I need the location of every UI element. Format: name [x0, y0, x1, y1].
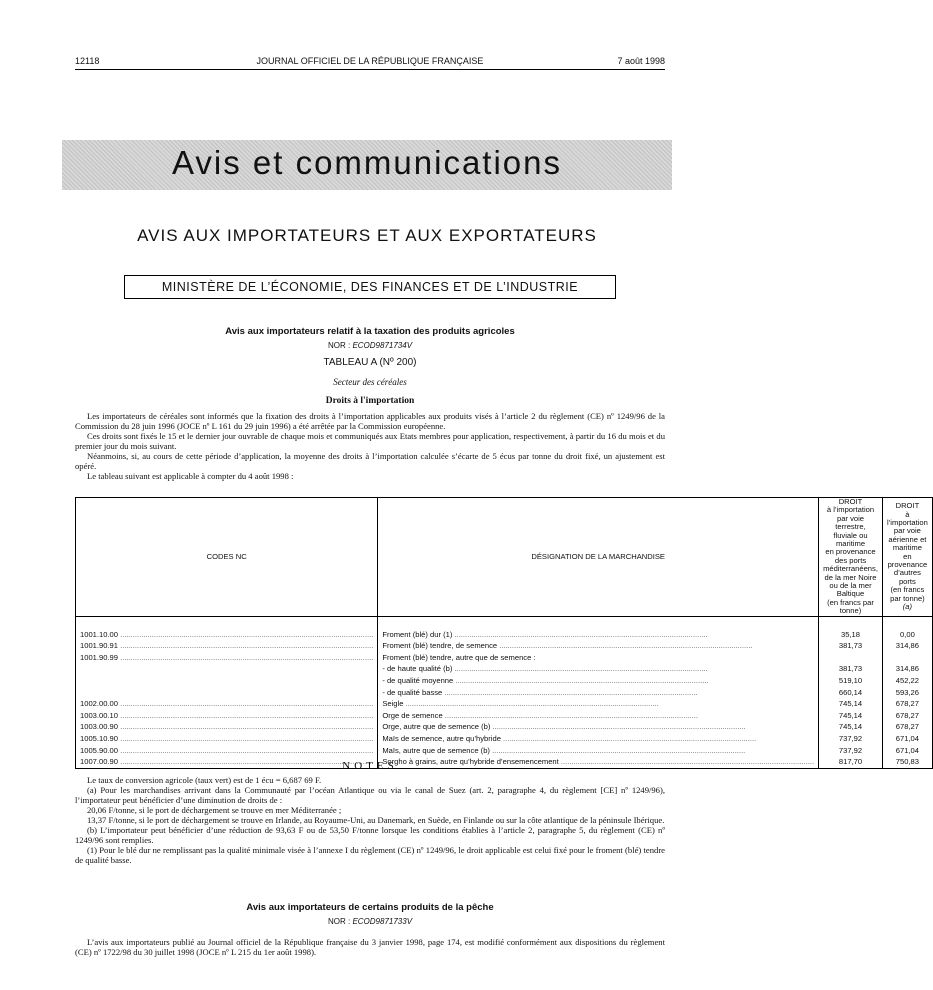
cell-droit-1-text: 745,14 — [838, 699, 863, 709]
header-line: DROIT — [838, 497, 863, 506]
cell-droit-2 — [882, 698, 932, 710]
cell-designation-text: Froment (blé) tendre, de semence — [382, 641, 498, 651]
cell-droit-1-text: 35,18 — [840, 629, 860, 639]
cell-code — [76, 745, 378, 757]
cell-code-text: 1001.10.00 — [80, 629, 119, 639]
cell-droit-1-text: 381,73 — [838, 664, 863, 674]
cell-designation-text: - de qualité basse — [382, 687, 443, 697]
header-line: en provenance des ports — [825, 547, 876, 565]
leader-dots: ........................................................................................................................ — [118, 722, 374, 732]
table-row — [76, 640, 933, 652]
cell-droit-2-text: 750,83 — [895, 757, 920, 767]
cell-droit-2 — [882, 756, 932, 768]
cell-designation — [378, 710, 819, 722]
cell-designation-text: Maïs, autre que de semence (b) — [382, 745, 490, 755]
cell-designation — [378, 629, 819, 641]
header-line: ou de la mer Baltique — [829, 581, 872, 599]
cell-code-text: 1005.90.00 — [80, 745, 119, 755]
cell-droit-2-text: 593,26 — [895, 687, 920, 697]
avis1-title: Avis aux importateurs relatif à la taxation des produits agricoles — [225, 326, 515, 337]
note-paragraph: (b) L’importateur peut bénéficier d’une réduction de 93,63 F ou de 53,50 F/tonne lorsque les conditions établies à l’article 2, paragraphe 5, du règlement (CE) nº 1249/96 sont remplies. — [75, 825, 665, 845]
notes-body — [75, 775, 665, 865]
cell-droit-2-text: 314,86 — [895, 664, 920, 674]
cell-droit-2-text: 0,00 — [900, 629, 915, 639]
leader-dots: ........................................................................................................................ — [118, 745, 374, 755]
cell-code — [76, 698, 378, 710]
header-line: de la mer Noire — [824, 572, 877, 582]
leader-dots: ........................................................................................................................ — [118, 652, 374, 662]
cell-designation — [378, 733, 819, 745]
cell-droit-1-text: 745,14 — [838, 710, 863, 720]
cell-code-text: 1003.00.90 — [80, 722, 119, 732]
issue-date: 7 août 1998 — [617, 56, 665, 66]
avis1-paragraph: Néanmoins, si, au cours de cette période d’application, la moyenne des droits à l’importation calculée s’écarte de 5 écus par tonne du droit fixé, un ajustement est opéré. — [75, 451, 665, 471]
tableau-title: TABLEAU A (Nº 200) — [323, 357, 417, 368]
cell-droit-2-text: 678,27 — [895, 710, 920, 720]
cell-droit-1 — [819, 675, 883, 687]
avis1-paragraph: Le tableau suivant est applicable à compter du 4 août 1998 : — [87, 471, 294, 481]
cell-droit-2 — [882, 745, 932, 757]
cell-droit-2 — [882, 629, 932, 641]
cell-code-text: 1005.10.90 — [80, 734, 119, 744]
avis2-nor — [75, 917, 665, 926]
cell-droit-1 — [819, 745, 883, 757]
note-paragraph: 13,37 F/tonne, si le port de déchargement se trouve en Irlande, au Royaume-Uni, au Danemark, en Suède, en Finlande ou sur la côte atlantique de la péninsule Ibérique. — [87, 815, 665, 825]
cell-designation — [378, 745, 819, 757]
header-line: aérienne et maritime — [888, 534, 927, 553]
note-paragraph: (a) Pour les marchandises arrivant dans la Communauté par l’océan Atlantique ou via le canal de Suez (art. 2, paragraphe 4, du règlement [CE] nº 1249/96), l’importateur peut bénéficier d’une diminution de droits de : — [75, 785, 665, 805]
cell-code — [76, 721, 378, 733]
table-row — [76, 721, 933, 733]
note-paragraph: (1) Pour le blé dur ne remplissant pas la qualité minimale visée à l’annexe I du règlement (CE) nº 1249/96, le droit applicable est celui fixé pour le froment (blé) tendre de qualité basse. — [75, 845, 665, 865]
cell-droit-2-text: 671,04 — [895, 745, 920, 755]
journal-title: JOURNAL OFFICIEL DE LA RÉPUBLIQUE FRANÇAISE — [256, 56, 484, 66]
table-row — [76, 629, 933, 641]
cell-designation-text: Seigle — [382, 699, 404, 709]
cell-droit-2-text: 678,27 — [895, 699, 920, 709]
page-number: 12118 — [75, 56, 100, 66]
leader-dots: ........................................................................................................................ — [442, 710, 698, 720]
tariff-table — [75, 497, 933, 769]
cell-code — [76, 710, 378, 722]
cell-designation — [378, 675, 819, 687]
note-paragraph: 20,06 F/tonne, si le port de déchargement se trouve en mer Méditerranée ; — [87, 805, 342, 815]
cell-droit-2-text: 314,86 — [895, 641, 920, 651]
avis1-nor — [75, 341, 665, 350]
header-designation: DÉSIGNATION DE LA MARCHANDISE — [378, 498, 819, 617]
cell-designation-text: - de qualité moyenne — [382, 676, 454, 686]
avis2-title: Avis aux importateurs de certains produits de la pêche — [246, 902, 494, 913]
cell-droit-1 — [819, 629, 883, 641]
avis1-body — [75, 411, 665, 481]
header-line: (en francs par tonne) — [827, 597, 874, 616]
avis2-body — [75, 937, 665, 957]
cell-code — [76, 687, 378, 699]
cell-code — [76, 675, 378, 687]
cell-code-text: 1002.00.00 — [80, 699, 119, 709]
cell-droit-1-text: 817,70 — [838, 757, 863, 767]
cell-droit-1 — [819, 721, 883, 733]
cell-designation-text: Orge, autre que de semence (b) — [382, 722, 491, 732]
leader-dots: ........................................................................................................................ — [489, 745, 746, 755]
header-codes-nc: CODES NC — [76, 498, 378, 617]
cell-designation — [378, 698, 819, 710]
banner-title: Avis et communications — [171, 144, 563, 181]
cell-droit-2 — [882, 687, 932, 699]
cell-code-text: 1001.90.99 — [80, 652, 119, 662]
secteur-heading: Secteur des céréales — [333, 377, 407, 387]
cell-designation-text: Orge de semence — [382, 710, 443, 720]
droits-heading: Droits à l'importation — [325, 396, 415, 406]
avis2-nor-code: ECOD9871733V — [352, 917, 413, 926]
cell-code-text: 1007.00.90 — [80, 757, 119, 767]
header-line: à l’importation par voie — [826, 505, 875, 523]
cell-code — [76, 733, 378, 745]
leader-dots: ........................................................................................................................ — [118, 699, 374, 709]
banner — [62, 140, 672, 190]
cell-droit-2 — [882, 640, 932, 652]
cell-droit-1 — [819, 663, 883, 675]
cell-droit-2 — [882, 721, 932, 733]
leader-dots: ........................................................................................................................ — [118, 757, 374, 767]
cell-code-text: 1001.90.91 — [80, 641, 119, 651]
leader-dots: ........................................................................................................................ — [453, 676, 709, 686]
cell-droit-2 — [882, 710, 932, 722]
header-line: à l’importation par voie — [886, 509, 928, 536]
avis2-nor-label: NOR : — [327, 917, 351, 926]
header-line: DROIT — [895, 501, 920, 511]
table-row — [76, 663, 933, 675]
avis1-paragraph: Ces droits sont fixés le 15 et le dernier jour ouvrable de chaque mois et communiqués aux Etats membres pour application, respectivement, à partir du 16 du mois et du premier jour du mois suivant. — [75, 431, 665, 451]
leader-dots: ........................................................................................................................ — [118, 734, 374, 744]
cell-designation-text: - de haute qualité (b) — [382, 664, 453, 674]
table-row — [76, 745, 933, 757]
leader-dots: ........................................................................................................................ — [118, 710, 374, 720]
cell-designation-text: Froment (blé) dur (1) — [382, 629, 453, 639]
leader-dots: ........................................................................................................................ — [500, 734, 757, 744]
table-spacer-row — [76, 616, 933, 629]
table-row — [76, 652, 933, 664]
cell-designation — [378, 652, 819, 664]
leader-dots: ........................................................................................................................ — [558, 757, 815, 767]
header-line: (a) — [902, 602, 913, 612]
cell-designation-text: Froment (blé) tendre, autre que de semence : — [382, 652, 536, 662]
cell-droit-2-text: 452,22 — [895, 676, 920, 686]
cell-droit-1 — [819, 687, 883, 699]
cell-designation — [378, 663, 819, 675]
cell-droit-1 — [819, 698, 883, 710]
cell-code — [76, 663, 378, 675]
leader-dots: ........................................................................................................................ — [497, 641, 753, 651]
header-line: méditerranéens, — [823, 564, 878, 574]
cell-droit-2-text: 678,27 — [895, 722, 920, 732]
avis1-nor-code: ECOD9871734V — [352, 341, 413, 350]
leader-dots: ........................................................................................................................ — [452, 629, 708, 639]
avis1-nor-label: NOR : — [327, 341, 351, 350]
table-row — [76, 698, 933, 710]
cell-code — [76, 629, 378, 641]
cell-droit-1-text: 519,10 — [838, 676, 863, 686]
notes-title: NOTES — [342, 760, 398, 772]
cell-designation — [378, 721, 819, 733]
cell-designation-text: Sorgho à grains, autre qu’hybride d’ensemencement — [382, 757, 559, 767]
avis2-paragraph: L’avis aux importateurs publié au Journal officiel de la République française du 3 janvier 1998, page 174, est modifié conformément aux dispositions du règlement (CE) nº 1722/98 du 30 juillet 1998 (JOCE nº L 215 du 1er août 1998). — [75, 937, 665, 957]
cell-droit-2 — [882, 663, 932, 675]
leader-dots: ........................................................................................................................ — [118, 629, 374, 639]
table-header-row — [76, 498, 933, 617]
table-row — [76, 675, 933, 687]
cell-droit-1 — [819, 652, 883, 664]
leader-dots: ........................................................................................................................ — [442, 687, 698, 697]
leader-dots: ........................................................................................................................ — [452, 664, 708, 674]
header-droit-2 — [882, 498, 932, 617]
cell-droit-1 — [819, 756, 883, 768]
cell-droit-1 — [819, 710, 883, 722]
table-row — [76, 710, 933, 722]
cell-droit-1-text: 381,73 — [838, 641, 863, 651]
header-droit-1 — [819, 498, 883, 617]
header-line: (en francs par tonne) — [890, 585, 925, 603]
cell-droit-1-text: 660,14 — [838, 687, 863, 697]
note-paragraph: Le taux de conversion agricole (taux vert) est de 1 écu = 6,687 69 F. — [87, 775, 322, 785]
leader-dots: ........................................................................................................................ — [403, 699, 659, 709]
header-rule — [75, 69, 665, 70]
cell-designation-text: Maïs de semence, autre qu’hybride — [382, 734, 501, 744]
cell-code — [76, 652, 378, 664]
cell-droit-1-text: 737,92 — [838, 745, 863, 755]
cell-droit-1-text: 737,92 — [838, 734, 863, 744]
table-row — [76, 733, 933, 745]
ministry-box: MINISTÈRE DE L’ÉCONOMIE, DES FINANCES ET DE L’INDUSTRIE — [124, 275, 616, 299]
section-title: AVIS AUX IMPORTATEURS ET AUX EXPORTATEURS — [137, 226, 597, 245]
cell-droit-2 — [882, 652, 932, 664]
cell-designation — [378, 687, 819, 699]
cell-droit-1-text: 745,14 — [838, 722, 863, 732]
cell-designation — [378, 640, 819, 652]
leader-dots: ........................................................................................................................ — [118, 641, 374, 651]
cell-droit-2 — [882, 733, 932, 745]
cell-droit-2-text: 671,04 — [895, 734, 920, 744]
header-line: en provenance d’autres ports — [887, 551, 928, 586]
avis1-paragraph: Les importateurs de céréales sont informés que la fixation des droits à l’importation applicables aux produits visés à l’article 2 du règlement (CE) nº 1249/96 de la Commission du 28 juin 1996 (JOCE nº L 161 du 29 juin 1996) a été arrêtée par la Commission européenne. — [75, 411, 665, 431]
leader-dots: ........................................................................................................................ — [490, 722, 746, 732]
cell-droit-1 — [819, 640, 883, 652]
cell-code-text: 1003.00.10 — [80, 710, 119, 720]
cell-code — [76, 640, 378, 652]
header-line: terrestre, fluviale ou maritime — [833, 522, 868, 549]
table-row — [76, 687, 933, 699]
cell-droit-1 — [819, 733, 883, 745]
cell-droit-2 — [882, 675, 932, 687]
